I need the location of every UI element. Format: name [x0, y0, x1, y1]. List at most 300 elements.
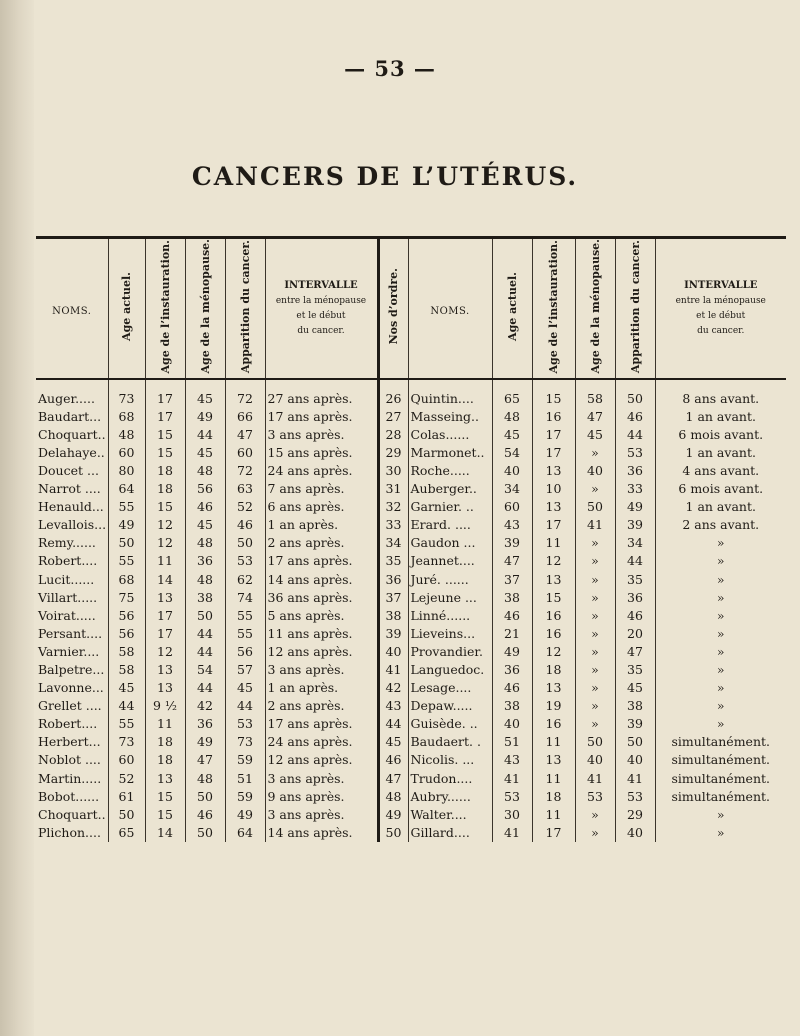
intervalle-right: » [655, 607, 786, 625]
apparition-left: 50 [225, 534, 265, 552]
intervalle-left: 1 an après. [265, 516, 378, 534]
intervalle-right: 6 mois avant. [655, 426, 786, 444]
patient-name-right: Quintin.... [408, 379, 492, 408]
age-actuel-left: 55 [108, 498, 145, 516]
age-menopause-right: 41 [575, 770, 615, 788]
age-actuel-left: 68 [108, 408, 145, 426]
age-actuel-left: 60 [108, 444, 145, 462]
intervalle-left: 17 ans après. [265, 715, 378, 733]
intervalle-right: » [655, 625, 786, 643]
patient-name-left: Villart..... [38, 589, 98, 605]
age-menopause-right: » [575, 607, 615, 625]
age-menopause-right: » [575, 444, 615, 462]
age-actuel-right: 41 [492, 770, 532, 788]
intervalle-left: 3 ans après. [265, 806, 378, 824]
age-actuel-right: 65 [492, 379, 532, 408]
age-menopause-right: » [575, 697, 615, 715]
header-names-left: NOMS. [36, 238, 108, 379]
intervalle-left: 9 ans après. [265, 788, 378, 806]
age-actuel-right: 40 [492, 715, 532, 733]
patient-name-left: Grellet .... [38, 698, 102, 714]
patient-name-left: Lucit...... [38, 571, 95, 587]
age-menopause-left: 44 [185, 679, 225, 697]
age-actuel-left: 45 [108, 679, 145, 697]
table-row [36, 806, 786, 824]
age-instauration-right: 15 [532, 589, 575, 607]
apparition-right: 44 [615, 552, 655, 570]
ordre-number: 42 [378, 679, 408, 697]
intervalle-left: 7 ans après. [265, 480, 378, 498]
age-actuel-left: 48 [108, 426, 145, 444]
apparition-right: 36 [615, 589, 655, 607]
age-menopause-right: 45 [575, 426, 615, 444]
cancer-table [36, 236, 786, 842]
age-instauration-right: 17 [532, 444, 575, 462]
table-row [36, 751, 786, 769]
age-menopause-left: 36 [185, 552, 225, 570]
age-instauration-right: 12 [532, 552, 575, 570]
age-menopause-right: 40 [575, 751, 615, 769]
ordre-number: 35 [378, 552, 408, 570]
patient-name-right: Garnier. .. [408, 498, 492, 516]
age-menopause-left: 38 [185, 589, 225, 607]
age-menopause-left: 46 [185, 806, 225, 824]
apparition-left: 53 [225, 552, 265, 570]
patient-name-left: Doucet ... [38, 462, 99, 478]
age-instauration-right: 11 [532, 733, 575, 751]
ordre-number: 30 [378, 462, 408, 480]
table-row [36, 408, 786, 426]
table-row [36, 643, 786, 661]
ordre-number: 28 [378, 426, 408, 444]
age-menopause-right: » [575, 824, 615, 842]
apparition-left: 72 [225, 462, 265, 480]
age-menopause-left: 50 [185, 788, 225, 806]
age-menopause-left: 56 [185, 480, 225, 498]
apparition-right: 35 [615, 661, 655, 679]
age-menopause-right: » [575, 661, 615, 679]
age-instauration-left: 15 [145, 806, 185, 824]
intervalle-right: » [655, 534, 786, 552]
age-menopause-left: 47 [185, 751, 225, 769]
age-instauration-left: 11 [145, 552, 185, 570]
apparition-right: 33 [615, 480, 655, 498]
age-instauration-left: 9 ½ [145, 697, 185, 715]
ordre-number: 37 [378, 589, 408, 607]
age-instauration-right: 17 [532, 426, 575, 444]
age-instauration-left: 12 [145, 516, 185, 534]
age-menopause-right: » [575, 625, 615, 643]
ordre-number: 49 [378, 806, 408, 824]
table-row [36, 679, 786, 697]
intervalle-left: 1 an après. [265, 679, 378, 697]
age-instauration-right: 16 [532, 715, 575, 733]
intervalle-right: » [655, 679, 786, 697]
patient-name-right: Jeannet.... [408, 552, 492, 570]
age-actuel-right: 41 [492, 824, 532, 842]
age-menopause-right: 50 [575, 498, 615, 516]
age-actuel-left: 50 [108, 806, 145, 824]
intervalle-left: 3 ans après. [265, 426, 378, 444]
intervalle-left: 17 ans après. [265, 408, 378, 426]
table-row [36, 625, 786, 643]
age-instauration-right: 11 [532, 806, 575, 824]
age-menopause-right: » [575, 715, 615, 733]
patient-name-left: Auger..... [38, 390, 95, 406]
intervalle-left: 17 ans après. [265, 552, 378, 570]
patient-name-right: Depaw..... [408, 697, 492, 715]
patient-name-right: Aubry...... [408, 788, 492, 806]
page-title: CANCERS DE L’UTÉRUS. [191, 162, 579, 191]
apparition-right: 35 [615, 570, 655, 588]
age-actuel-right: 36 [492, 661, 532, 679]
age-menopause-left: 44 [185, 643, 225, 661]
intervalle-left: 12 ans après. [265, 643, 378, 661]
table-row [36, 607, 786, 625]
apparition-right: 40 [615, 824, 655, 842]
apparition-left: 56 [225, 643, 265, 661]
intervalle-right: » [655, 715, 786, 733]
age-menopause-right: 41 [575, 516, 615, 534]
patient-name-left: Narrot .... [38, 481, 101, 497]
apparition-left: 53 [225, 715, 265, 733]
patient-name-right: Walter.... [408, 806, 492, 824]
table-row [36, 462, 786, 480]
age-menopause-right: » [575, 552, 615, 570]
age-actuel-right: 38 [492, 589, 532, 607]
patient-name-right: Trudon.... [408, 770, 492, 788]
age-instauration-left: 12 [145, 643, 185, 661]
intervalle-left: 3 ans après. [265, 770, 378, 788]
age-menopause-right: » [575, 806, 615, 824]
patient-name-left: Herbert... [38, 734, 101, 750]
patient-name-right: Marmonet.. [408, 444, 492, 462]
age-instauration-right: 10 [532, 480, 575, 498]
patient-name-right: Lejeune ... [408, 589, 492, 607]
age-actuel-left: 73 [108, 379, 145, 408]
age-actuel-right: 43 [492, 751, 532, 769]
intervalle-right: 1 an avant. [655, 444, 786, 462]
age-actuel-left: 44 [108, 697, 145, 715]
intervalle-right: » [655, 824, 786, 842]
intervalle-right: 2 ans avant. [655, 516, 786, 534]
apparition-right: 47 [615, 643, 655, 661]
age-menopause-right: » [575, 570, 615, 588]
age-actuel-right: 47 [492, 552, 532, 570]
age-instauration-left: 18 [145, 462, 185, 480]
age-instauration-right: 12 [532, 643, 575, 661]
patient-name-left: Noblot .... [38, 752, 101, 768]
intervalle-right: 8 ans avant. [655, 379, 786, 408]
age-actuel-left: 65 [108, 824, 145, 842]
patient-name-right: Auberger.. [408, 480, 492, 498]
age-actuel-right: 49 [492, 643, 532, 661]
ordre-number: 29 [378, 444, 408, 462]
age-menopause-right: 58 [575, 379, 615, 408]
patient-name-right: Linné...... [408, 607, 492, 625]
ordre-number: 31 [378, 480, 408, 498]
apparition-left: 59 [225, 788, 265, 806]
header-apparition-right: Apparition du cancer. [615, 238, 655, 379]
age-menopause-right: 40 [575, 462, 615, 480]
table-row [36, 444, 786, 462]
age-instauration-left: 15 [145, 498, 185, 516]
age-instauration-left: 15 [145, 444, 185, 462]
ordre-number: 38 [378, 607, 408, 625]
age-actuel-right: 34 [492, 480, 532, 498]
age-actuel-right: 43 [492, 516, 532, 534]
apparition-left: 72 [225, 379, 265, 408]
patient-name-right: Masseing.. [408, 408, 492, 426]
header-age-actuel-right: Age actuel. [492, 238, 532, 379]
ordre-number: 32 [378, 498, 408, 516]
age-actuel-right: 37 [492, 570, 532, 588]
age-instauration-left: 15 [145, 788, 185, 806]
patient-name-right: Lieveins... [408, 625, 492, 643]
ordre-number: 41 [378, 661, 408, 679]
patient-name-right: Nicolis. ... [408, 751, 492, 769]
table-row [36, 715, 786, 733]
age-instauration-left: 13 [145, 679, 185, 697]
age-instauration-right: 13 [532, 679, 575, 697]
patient-name-left: Robert.... [38, 553, 98, 569]
intervalle-right: » [655, 806, 786, 824]
intervalle-right: simultanément. [655, 770, 786, 788]
age-menopause-right: » [575, 589, 615, 607]
apparition-right: 38 [615, 697, 655, 715]
page-number: — 53 — [344, 56, 436, 81]
ordre-number: 27 [378, 408, 408, 426]
age-instauration-left: 14 [145, 824, 185, 842]
ordre-number: 46 [378, 751, 408, 769]
intervalle-left: 2 ans après. [265, 697, 378, 715]
age-actuel-left: 55 [108, 552, 145, 570]
age-menopause-left: 46 [185, 498, 225, 516]
apparition-left: 44 [225, 697, 265, 715]
age-actuel-right: 21 [492, 625, 532, 643]
apparition-left: 59 [225, 751, 265, 769]
age-instauration-right: 13 [532, 498, 575, 516]
table-row [36, 770, 786, 788]
patient-name-left: Lavonne... [38, 680, 104, 696]
age-instauration-left: 17 [145, 379, 185, 408]
age-instauration-left: 18 [145, 751, 185, 769]
age-menopause-left: 54 [185, 661, 225, 679]
header-age-menopause-left: Age de la ménopause. [185, 238, 225, 379]
patient-name-right: Juré. ...... [408, 570, 492, 588]
age-menopause-left: 48 [185, 570, 225, 588]
age-actuel-right: 60 [492, 498, 532, 516]
age-actuel-right: 45 [492, 426, 532, 444]
age-actuel-left: 64 [108, 480, 145, 498]
apparition-right: 41 [615, 770, 655, 788]
age-instauration-left: 17 [145, 625, 185, 643]
age-actuel-right: 46 [492, 607, 532, 625]
apparition-right: 50 [615, 733, 655, 751]
age-instauration-left: 13 [145, 770, 185, 788]
apparition-left: 74 [225, 589, 265, 607]
ordre-number: 50 [378, 824, 408, 842]
apparition-left: 62 [225, 570, 265, 588]
patient-name-left: Delahaye.. [38, 444, 105, 460]
apparition-left: 51 [225, 770, 265, 788]
age-actuel-right: 39 [492, 534, 532, 552]
age-menopause-left: 50 [185, 824, 225, 842]
age-instauration-left: 18 [145, 480, 185, 498]
age-actuel-right: 54 [492, 444, 532, 462]
patient-name-right: Lesage.... [408, 679, 492, 697]
ordre-number: 47 [378, 770, 408, 788]
age-menopause-right: 53 [575, 788, 615, 806]
table-row [36, 824, 786, 842]
age-menopause-right: » [575, 643, 615, 661]
patient-name-right: Guisède. .. [408, 715, 492, 733]
table-row [36, 379, 786, 408]
patient-name-right: Gillard.... [408, 824, 492, 842]
table-row [36, 480, 786, 498]
patient-name-left: Plichon.... [38, 824, 101, 840]
ordre-number: 34 [378, 534, 408, 552]
age-instauration-left: 17 [145, 408, 185, 426]
age-instauration-left: 13 [145, 589, 185, 607]
apparition-left: 66 [225, 408, 265, 426]
intervalle-right: » [655, 570, 786, 588]
table-row [36, 552, 786, 570]
header-age-instauration-right: Age de l’instauration. [532, 238, 575, 379]
patient-name-left: Bobot...... [38, 788, 100, 804]
intervalle-right: 4 ans avant. [655, 462, 786, 480]
patient-name-left: Baudart... [38, 408, 102, 424]
age-instauration-right: 13 [532, 570, 575, 588]
header-apparition-left: Apparition du cancer. [225, 238, 265, 379]
header-intervalle-right: INTERVALLE entre la ménopause et le début du cancer. [655, 238, 786, 379]
age-instauration-right: 13 [532, 751, 575, 769]
age-actuel-left: 49 [108, 516, 145, 534]
age-instauration-right: 18 [532, 661, 575, 679]
intervalle-right: » [655, 661, 786, 679]
apparition-left: 64 [225, 824, 265, 842]
apparition-left: 47 [225, 426, 265, 444]
age-menopause-left: 50 [185, 607, 225, 625]
age-menopause-left: 49 [185, 408, 225, 426]
intervalle-right: simultanément. [655, 788, 786, 806]
age-instauration-right: 16 [532, 408, 575, 426]
table-row [36, 788, 786, 806]
age-menopause-left: 45 [185, 379, 225, 408]
age-menopause-left: 42 [185, 697, 225, 715]
intervalle-right: » [655, 643, 786, 661]
table-row [36, 570, 786, 588]
age-instauration-right: 16 [532, 625, 575, 643]
apparition-left: 49 [225, 806, 265, 824]
age-menopause-right: 47 [575, 408, 615, 426]
age-instauration-right: 13 [532, 462, 575, 480]
age-menopause-left: 48 [185, 770, 225, 788]
intervalle-left: 3 ans après. [265, 661, 378, 679]
age-instauration-right: 11 [532, 770, 575, 788]
age-instauration-right: 17 [532, 824, 575, 842]
age-instauration-right: 19 [532, 697, 575, 715]
patient-name-right: Gaudon ... [408, 534, 492, 552]
apparition-left: 73 [225, 733, 265, 751]
apparition-left: 57 [225, 661, 265, 679]
apparition-right: 53 [615, 788, 655, 806]
age-instauration-right: 17 [532, 516, 575, 534]
age-actuel-left: 58 [108, 643, 145, 661]
header-intervalle-left: INTERVALLE entre la ménopause et le début du cancer. [265, 238, 378, 379]
age-instauration-right: 11 [532, 534, 575, 552]
age-instauration-right: 16 [532, 607, 575, 625]
age-instauration-left: 13 [145, 661, 185, 679]
intervalle-right: » [655, 589, 786, 607]
age-instauration-left: 11 [145, 715, 185, 733]
apparition-right: 39 [615, 516, 655, 534]
table-row [36, 498, 786, 516]
apparition-left: 55 [225, 607, 265, 625]
apparition-left: 63 [225, 480, 265, 498]
age-menopause-right: 50 [575, 733, 615, 751]
intervalle-left: 2 ans après. [265, 534, 378, 552]
header-age-menopause-right: Age de la ménopause. [575, 238, 615, 379]
ordre-number: 40 [378, 643, 408, 661]
patient-name-left: Martin..... [38, 770, 102, 786]
age-actuel-right: 40 [492, 462, 532, 480]
intervalle-right: » [655, 552, 786, 570]
age-instauration-left: 18 [145, 733, 185, 751]
intervalle-right: » [655, 697, 786, 715]
age-menopause-left: 45 [185, 444, 225, 462]
patient-name-left: Balpetre... [38, 661, 105, 677]
ordre-number: 36 [378, 570, 408, 588]
age-actuel-right: 46 [492, 679, 532, 697]
age-menopause-left: 49 [185, 733, 225, 751]
age-actuel-left: 80 [108, 462, 145, 480]
age-actuel-left: 68 [108, 570, 145, 588]
header-age-instauration-left: Age de l’instauration. [145, 238, 185, 379]
patient-name-right: Provandier. [408, 643, 492, 661]
age-menopause-right: » [575, 679, 615, 697]
ordre-number: 33 [378, 516, 408, 534]
intervalle-right: 1 an avant. [655, 408, 786, 426]
age-actuel-left: 55 [108, 715, 145, 733]
intervalle-left: 11 ans après. [265, 625, 378, 643]
apparition-left: 55 [225, 625, 265, 643]
patient-name-left: Choquart.. [38, 806, 106, 822]
age-actuel-left: 75 [108, 589, 145, 607]
ordre-number: 48 [378, 788, 408, 806]
intervalle-right: simultanément. [655, 751, 786, 769]
age-menopause-left: 44 [185, 625, 225, 643]
apparition-right: 34 [615, 534, 655, 552]
table-row [36, 516, 786, 534]
patient-name-left: Levallois... [38, 517, 107, 533]
patient-name-right: Colas...... [408, 426, 492, 444]
intervalle-left: 14 ans après. [265, 570, 378, 588]
ordre-number: 26 [378, 379, 408, 408]
patient-name-left: Persant.... [38, 625, 103, 641]
ordre-number: 44 [378, 715, 408, 733]
age-instauration-left: 15 [145, 426, 185, 444]
age-actuel-left: 61 [108, 788, 145, 806]
table-row [36, 733, 786, 751]
table-row [36, 426, 786, 444]
apparition-right: 53 [615, 444, 655, 462]
age-menopause-right: » [575, 534, 615, 552]
table-row [36, 661, 786, 679]
intervalle-right: simultanément. [655, 733, 786, 751]
apparition-right: 29 [615, 806, 655, 824]
age-actuel-left: 56 [108, 607, 145, 625]
